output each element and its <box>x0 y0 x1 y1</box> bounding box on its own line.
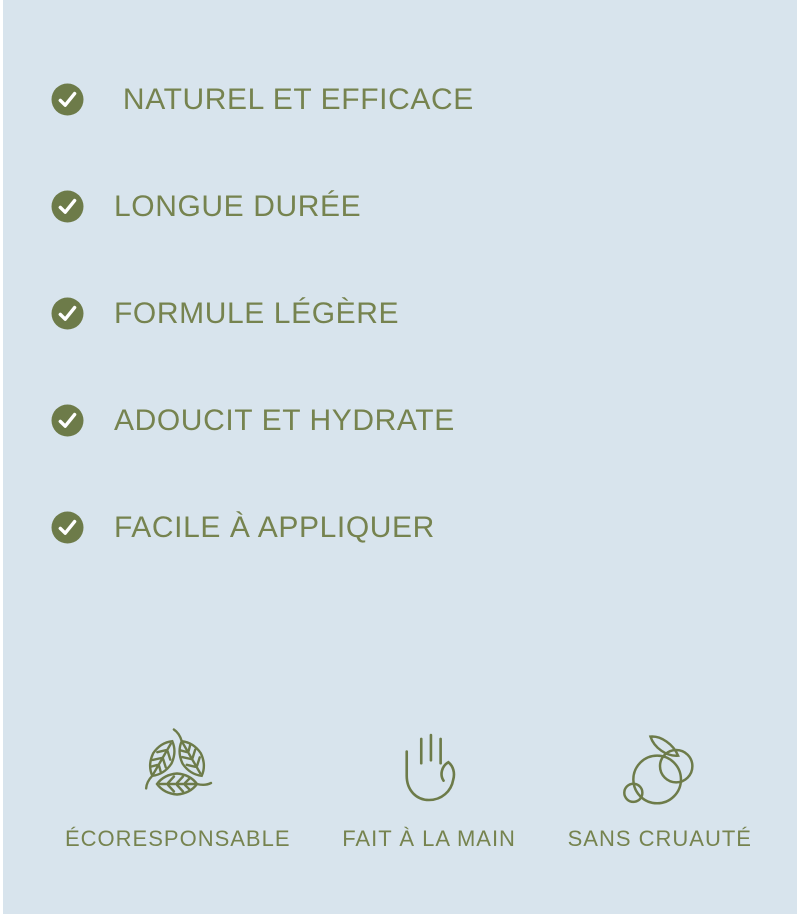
rabbit-icon <box>619 724 701 814</box>
benefit-label: LONGUE DURÉE <box>114 189 362 223</box>
benefit-label: FACILE À APPLIQUER <box>114 510 435 544</box>
badge-label: ÉCORESPONSABLE <box>65 826 291 851</box>
benefit-label: ADOUCIT ET HYDRATE <box>114 403 455 437</box>
certification-badges <box>3 724 797 852</box>
check-circle-icon <box>51 511 84 544</box>
badge-fait-a-la-main <box>342 724 516 852</box>
hand-icon <box>398 724 460 814</box>
benefits-list <box>51 83 474 618</box>
check-circle-icon <box>51 404 84 437</box>
check-circle-icon <box>51 83 84 116</box>
benefit-label: FORMULE LÉGÈRE <box>114 296 400 330</box>
leaves-icon <box>130 724 226 814</box>
benefit-item <box>51 83 474 116</box>
badge-sans-cruaute <box>568 724 752 852</box>
badge-label: FAIT À LA MAIN <box>342 826 516 851</box>
badge-label: SANS CRUAUTÉ <box>567 826 752 851</box>
check-circle-icon <box>51 190 84 223</box>
benefit-item <box>51 511 474 544</box>
benefit-item <box>51 404 474 437</box>
benefit-label: NATUREL ET EFFICACE <box>114 82 474 116</box>
benefit-item <box>51 190 474 223</box>
check-circle-icon <box>51 297 84 330</box>
badge-ecoresponsable <box>65 724 291 852</box>
benefit-item <box>51 297 474 330</box>
